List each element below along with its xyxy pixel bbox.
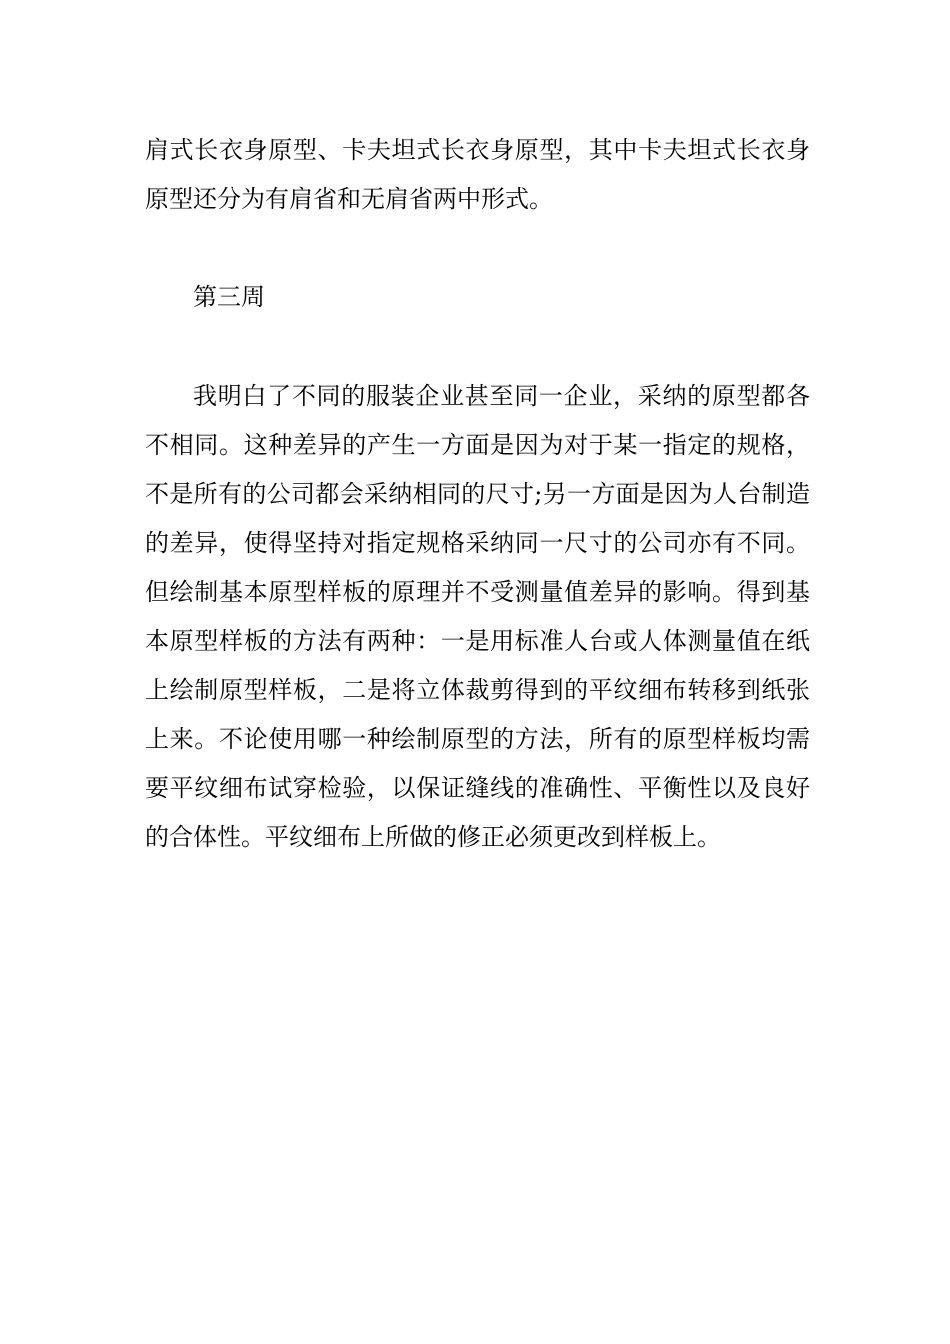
- document-page: [145, 126, 810, 862]
- continued-paragraph: 肩式长衣身原型、卡夫坦式长衣身原型，其中卡夫坦式长衣身原型还分为有肩省和无肩省两中形式。: [145, 136, 810, 213]
- week-heading: 第三周: [193, 283, 265, 311]
- week3-paragraph: 我明白了不同的服装企业甚至同一企业，采纳的原型都各不相同。这种差异的产生一方面是因为对于某一指定的规格，不是所有的公司都会采纳相同的尺寸;另一方面是因为人台制造的差异，使得坚持对指定规格采纳同一尺寸的公司亦有不同。但绘制基本原型样板的原理并不受测量值差异的影响。得到基本原型样板的方法有两种：一是用标准人台或人体测量值在纸上绘制原型样板，二是将立体裁剪得到的平纹细布转移到纸张上来。不论使用哪一种绘制原型的方法，所有的原型样板均需要平纹细布试穿检验，以保证缝线的准确性、平衡性以及良好的合体性。平纹细布上所做的修正必须更改到样板上。: [145, 382, 810, 851]
